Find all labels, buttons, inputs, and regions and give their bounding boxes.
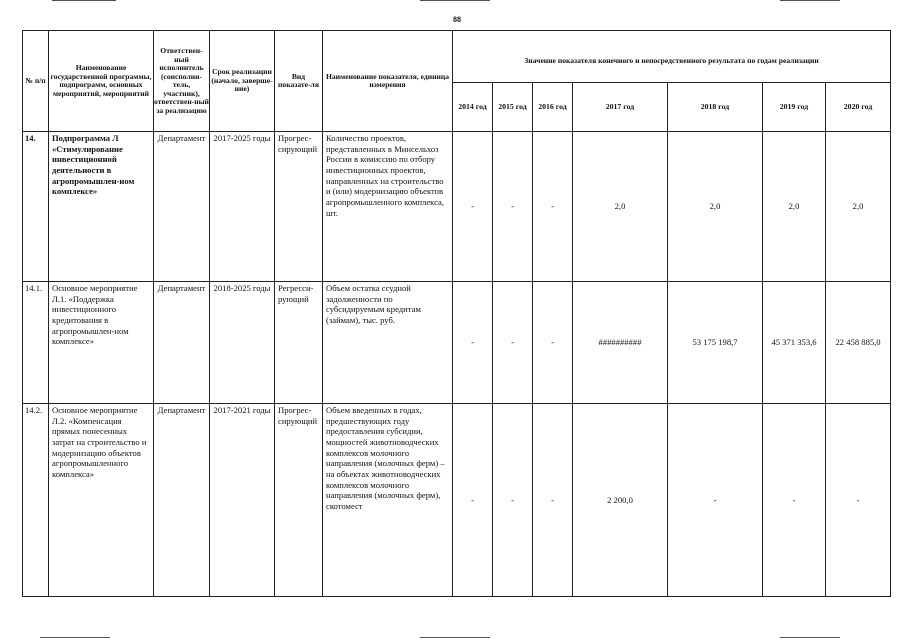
value-2016: - [533, 132, 573, 282]
bottom-edge-mark-right [780, 637, 840, 638]
header-no: № п/п [23, 31, 49, 132]
header-row [23, 31, 891, 83]
program-name: Основное мероприятие Л.1. «Поддержка инвестиционного кредитования в агропромышлен-ном комплексе» [49, 282, 154, 404]
term: 2017-2021 годы [210, 404, 275, 597]
header-executor: Ответствен-ный исполнитель (соисполни-тель, участник), ответствен-ный за реализацию [154, 31, 210, 132]
top-edge-mark-left [52, 0, 116, 1]
table-row [23, 282, 891, 404]
indicator-name: Объем введенных в годах, предшествующих году предоставления субсидии, мощностей животноводческих комплексов молочного направления (молочных ферм) – на объектах животноводческих комплексов молочного направления (молочных ферм), скотомест [323, 404, 453, 597]
term: 2018-2025 годы [210, 282, 275, 404]
value-2018: 53 175 198,7 [668, 282, 763, 404]
header-year-2020: 2020 год [826, 83, 891, 132]
page-number: 88 [453, 15, 461, 24]
header-year-2016: 2016 год [533, 83, 573, 132]
value-2014: - [453, 404, 493, 597]
header-year-2019: 2019 год [763, 83, 826, 132]
value-2014: - [453, 132, 493, 282]
header-term: Срок реализации (начало, заверше-ние) [210, 31, 275, 132]
row-number: 14. [23, 132, 49, 282]
bottom-edge-mark-left [40, 637, 110, 638]
row-number: 14.1. [23, 282, 49, 404]
value-2019: - [763, 404, 826, 597]
executor: Департамент [154, 404, 210, 597]
value-2019: 45 371 353,6 [763, 282, 826, 404]
value-2014: - [453, 282, 493, 404]
value-2020: 22 458 885,0 [826, 282, 891, 404]
header-year-2018: 2018 год [668, 83, 763, 132]
table-row [23, 404, 891, 597]
header-indicator-type: Вид показате-ля [275, 31, 323, 132]
executor: Департамент [154, 132, 210, 282]
table-row [23, 132, 891, 282]
indicator-name: Количество проектов, представленных в Минсельхоз России в комиссию по отбору инвестиционных проектов, направленных на строительство и (или) модернизацию объектов агропромышленного комплекса, шт. [323, 132, 453, 282]
row-number: 14.2. [23, 404, 49, 597]
executor: Департамент [154, 282, 210, 404]
indicator-table [22, 30, 891, 597]
value-2015: - [493, 132, 533, 282]
header-year-2017: 2017 год [573, 83, 668, 132]
indicator-type: Регресси-рующий [275, 282, 323, 404]
top-edge-mark-right [780, 0, 840, 1]
value-2017: 2 200,0 [573, 404, 668, 597]
value-2015: - [493, 282, 533, 404]
value-2020: 2,0 [826, 132, 891, 282]
header-year-2015: 2015 год [493, 83, 533, 132]
indicator-type: Прогрес-сирующий [275, 404, 323, 597]
top-edge-mark-mid [420, 0, 490, 1]
indicator-name: Объем остатка ссудной задолженности по субсидируемым кредитам (займам), тыс. руб. [323, 282, 453, 404]
header-values-group: Значение показателя конечного и непосредственного результата по годам реализации [453, 31, 891, 83]
value-2020: - [826, 404, 891, 597]
program-name: Подпрограмма Л «Стимулирование инвестиционной деятельности в агропромышлен-ном комплексе» [49, 132, 154, 282]
program-name: Основное мероприятие Л.2. «Компенсация прямых понесенных затрат на строительство и модернизацию объектов агропромышленного комплекса» [49, 404, 154, 597]
header-program: Наименование государственной программы, подпрограмм, основных мероприятий, мероприятий [49, 31, 154, 132]
indicator-type: Прогрес-сирующий [275, 132, 323, 282]
value-2016: - [533, 404, 573, 597]
value-2017: 2,0 [573, 132, 668, 282]
value-2016: - [533, 282, 573, 404]
header-year-2014: 2014 год [453, 83, 493, 132]
value-2018: 2,0 [668, 132, 763, 282]
value-2019: 2,0 [763, 132, 826, 282]
bottom-edge-mark-mid [420, 637, 490, 638]
value-2018: - [668, 404, 763, 597]
value-2015: - [493, 404, 533, 597]
term: 2017-2025 годы [210, 132, 275, 282]
value-2017: ########## [573, 282, 668, 404]
header-indicator-name: Наименование показателя, единица измерения [323, 31, 453, 132]
